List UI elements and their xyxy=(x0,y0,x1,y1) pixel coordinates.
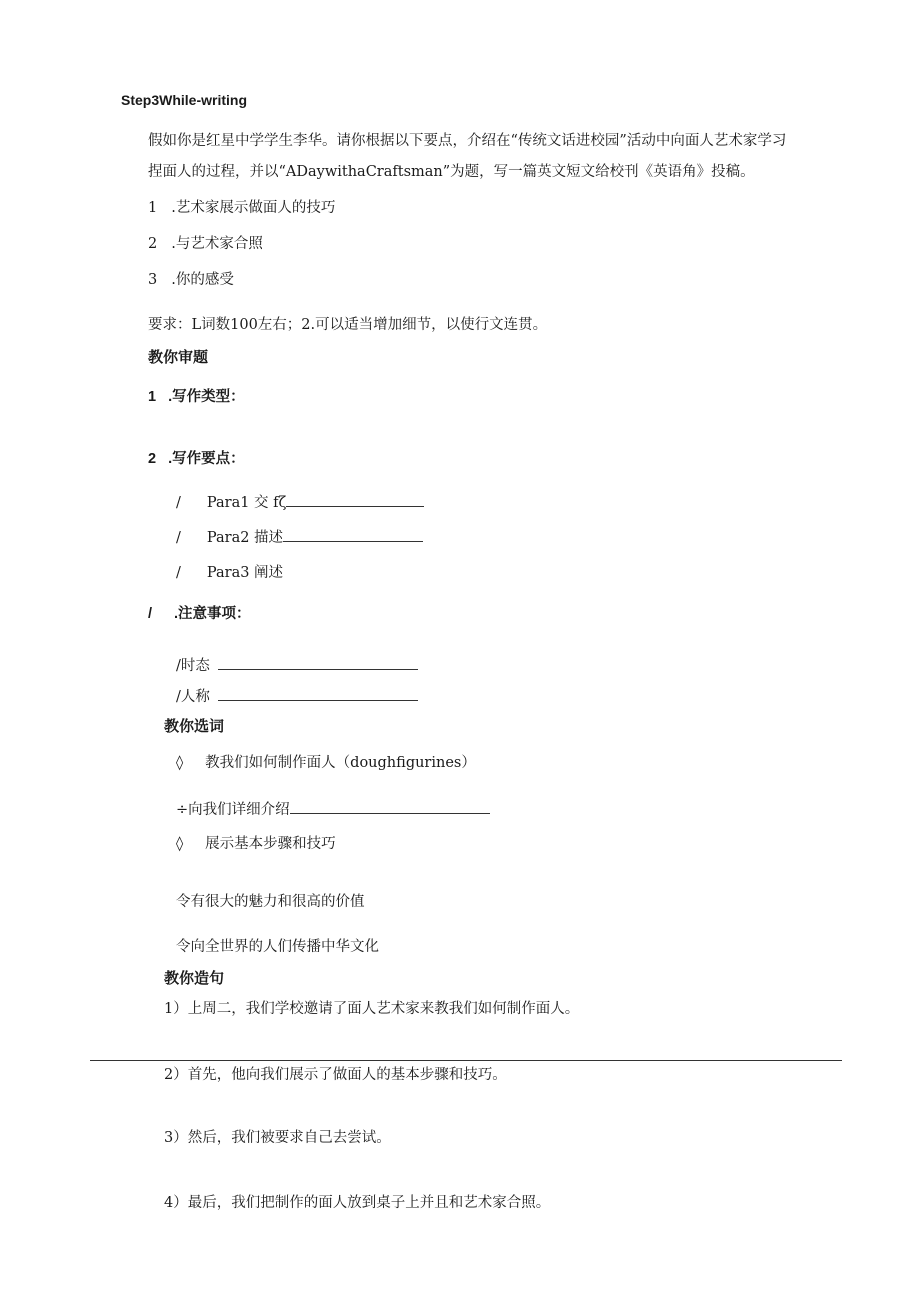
intro-line-1: 假如你是红星中学学生李华。请你根据以下要点，介绍在“传统文话进校园”活动中向面人艺术家学习 xyxy=(148,133,787,149)
sentence-1: 1）上周二，我们学校邀请了面人艺术家来教我们如何制作面人。 xyxy=(164,1001,580,1017)
point-3: 3 .你的感受 xyxy=(148,272,234,288)
vocab-item-5: 令向全世界的人们传播中华文化 xyxy=(176,939,379,955)
vocab-item-3: ◊ 展示基本步骤和技巧 xyxy=(176,836,336,852)
sentence-2: 2）首先，他向我们展示了做面人的基本步骤和技巧。 xyxy=(164,1067,507,1083)
intro-line-2: 捏面人的过程，并以“ADaywithaCraftsman”为题，写一篇英文短文给校刊《英语角》投稿。 xyxy=(148,164,755,180)
tense-blank[interactable] xyxy=(218,655,418,670)
para-1-blank[interactable] xyxy=(286,492,424,507)
section-header: Step3While-writing xyxy=(121,92,247,108)
para-2: / Para2 描述 xyxy=(176,527,423,548)
answer-line-1[interactable] xyxy=(90,1060,842,1061)
para-1: / Para1 交 fζ xyxy=(176,492,424,513)
requirements: 要求：L词数100左右；2.可以适当增加细节，以使行文连贯。 xyxy=(148,317,548,333)
analysis-title: 教你审题 xyxy=(148,349,209,366)
vocab-item-2-blank[interactable] xyxy=(290,799,490,814)
note-tense: /时态 xyxy=(176,655,418,676)
vocab-item-1: ◊ 教我们如何制作面人（doughfigurines） xyxy=(176,755,476,771)
note-person: /人称 xyxy=(176,686,418,707)
notes-heading: / .注意事项： xyxy=(148,606,251,622)
vocab-item-2: ÷向我们详细介绍 xyxy=(176,799,490,820)
vocab-title: 教你选词 xyxy=(164,718,225,735)
para-3: / Para3 阐述 xyxy=(176,565,284,581)
writing-type: 1 .写作类型： xyxy=(148,389,245,405)
writing-points: 2 .写作要点： xyxy=(148,451,245,467)
point-1: 1 .艺术家展示做面人的技巧 xyxy=(148,200,336,216)
sentence-4: 4）最后，我们把制作的面人放到桌子上并且和艺术家合照。 xyxy=(164,1195,551,1211)
para-2-blank[interactable] xyxy=(283,527,423,542)
person-blank[interactable] xyxy=(218,686,418,701)
point-2: 2 .与艺术家合照 xyxy=(148,236,263,252)
sentences-title: 教你造句 xyxy=(164,970,225,987)
vocab-item-4: 令有很大的魅力和很高的价值 xyxy=(176,894,365,910)
sentence-3: 3）然后，我们被要求自己去尝试。 xyxy=(164,1130,391,1146)
